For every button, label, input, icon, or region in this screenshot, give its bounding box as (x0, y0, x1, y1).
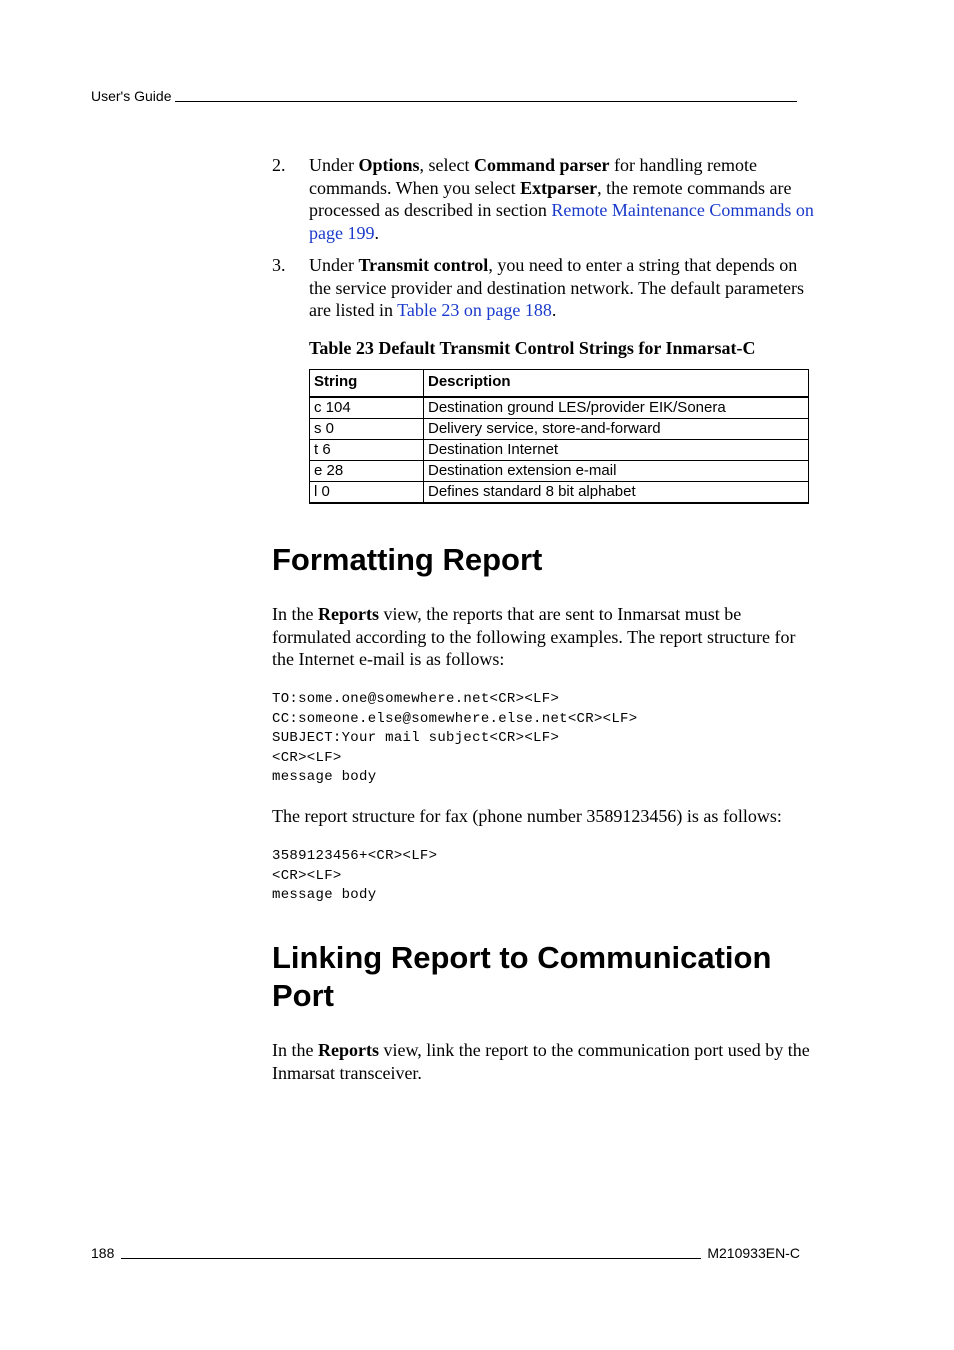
code-block-fax (272, 847, 437, 906)
cell-description: Defines standard 8 bit alphabet (424, 482, 809, 504)
section-heading-linking-report (272, 939, 771, 1015)
column-header-description: Description (424, 370, 809, 398)
step-text (309, 254, 817, 322)
code-line: SUBJECT:Your mail subject<CR><LF> (272, 730, 560, 746)
cell-description: Destination ground LES/provider EIK/Sonera (424, 397, 809, 419)
header-title: User's Guide (91, 88, 172, 104)
header-rule (175, 87, 797, 102)
code-line: message body (272, 887, 377, 903)
code-line: <CR><LF> (272, 867, 342, 884)
running-footer (91, 1244, 818, 1262)
text-run: , select (419, 155, 474, 175)
cell-string: e 28 (310, 461, 424, 482)
bold-term-command-parser: Command parser (474, 155, 610, 175)
code-line: message body (272, 769, 377, 785)
table-row (310, 482, 809, 504)
section-heading-formatting-report: Formatting Report (272, 542, 543, 577)
document-code: M210933EN-C (707, 1245, 800, 1261)
running-header (91, 87, 811, 105)
cell-string: l 0 (310, 482, 424, 504)
transmit-control-table (309, 369, 809, 504)
step-text (309, 154, 817, 244)
text-run: , the remote commands are processed as described in section (309, 177, 792, 220)
heading-line: Port (272, 978, 334, 1013)
cell-string: s 0 (310, 419, 424, 440)
text-run: , you need to enter a string that depends on the service provider and destination network. The default parameters are listed in (309, 255, 804, 320)
bold-term-options: Options (358, 155, 420, 175)
table-caption: Table 23 Default Transmit Control Strings for Inmarsat-C (309, 338, 756, 358)
code-block-email (272, 690, 637, 788)
text-run: for handling remote commands. When you select (309, 155, 757, 198)
bold-term-transmit-control: Transmit control (358, 255, 489, 275)
cell-description: Destination Internet (424, 440, 809, 461)
bold-term-reports: Reports (317, 604, 379, 624)
table-header-row (310, 370, 809, 398)
table-row (310, 461, 809, 482)
table-row (310, 440, 809, 461)
page-number: 188 (91, 1245, 115, 1261)
step-number: 2. (272, 155, 286, 175)
body-paragraph (272, 1039, 818, 1084)
cell-string: c 104 (310, 397, 424, 419)
footer-rule (121, 1244, 701, 1259)
text-run: In the (272, 1040, 318, 1060)
heading-line: Linking Report to Communication (272, 940, 772, 975)
bold-term-reports: Reports (317, 1040, 379, 1060)
text-run: view, the reports that are sent to Inmarsat must be formulated according to the following examples. The report structure for the Internet e-mail is as follows: (272, 604, 796, 669)
cell-description: Destination extension e-mail (424, 461, 809, 482)
text-run: Under (309, 255, 359, 275)
cross-reference-link[interactable]: Table 23 on page 188 (397, 300, 552, 320)
text-run: . (374, 222, 379, 243)
code-line: TO:some.one@somewhere.net<CR><LF> (272, 691, 560, 707)
code-line: 3589123456+<CR><LF> (272, 848, 438, 864)
code-line: CC:someone.else@somewhere.else.net<CR><LF> (272, 710, 638, 727)
text-run: Under (309, 155, 359, 175)
table-row (310, 419, 809, 440)
table-row (310, 397, 809, 419)
code-line: <CR><LF> (272, 749, 342, 766)
text-run: In the (272, 604, 318, 624)
cell-description: Delivery service, store-and-forward (424, 419, 809, 440)
column-header-string: String (310, 370, 424, 398)
text-run: . (551, 300, 557, 320)
cross-reference-link[interactable]: Remote Maintenance Commands on page 199 (309, 200, 814, 243)
cell-string: t 6 (310, 440, 424, 461)
step-number: 3. (272, 255, 286, 275)
body-paragraph: The report structure for fax (phone number 3589123456) is as follows: (272, 806, 782, 826)
body-paragraph (272, 603, 818, 671)
text-run: view, link the report to the communication port used by the Inmarsat transceiver. (272, 1040, 810, 1083)
bold-term-extparser: Extparser (520, 177, 598, 198)
